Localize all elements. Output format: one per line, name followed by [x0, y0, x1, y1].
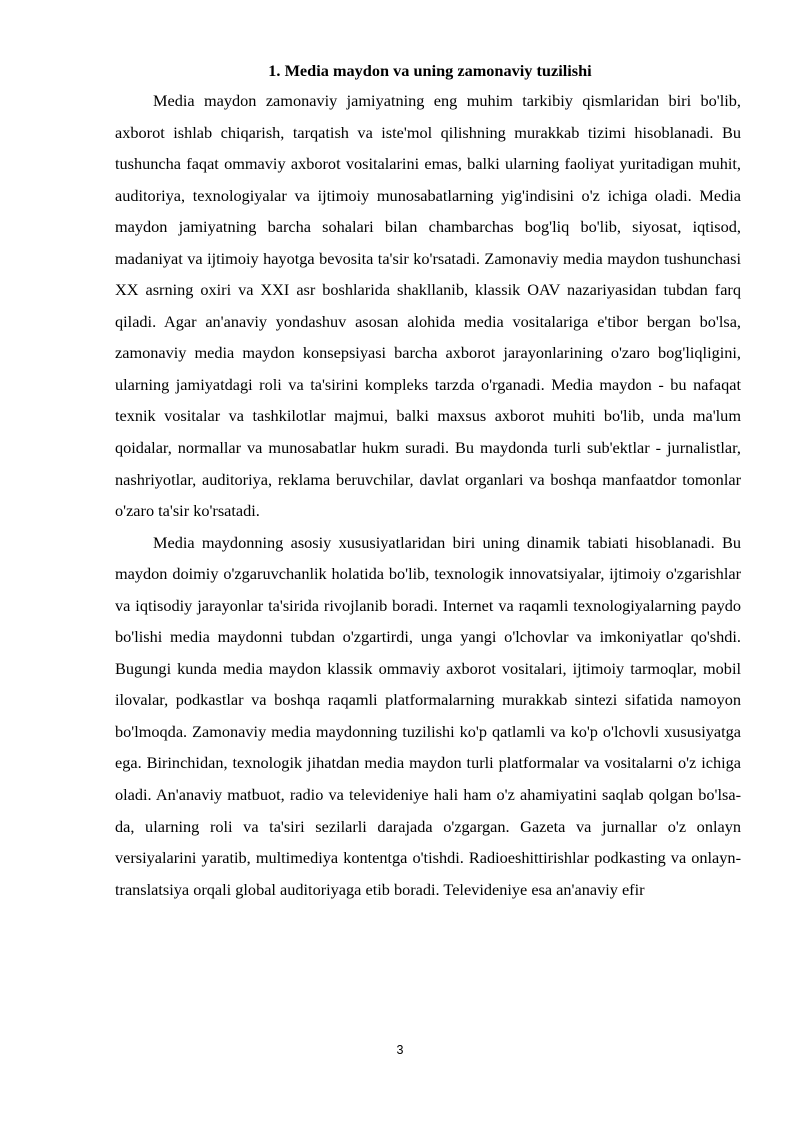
body-paragraph-1: Media maydon zamonaviy jamiyatning eng muhim tarkibiy qismlaridan biri bo'lib, axborot ishlab chiqarish, tarqatish va iste'mol qilishning murakkab tizimi hisoblanadi. Bu tushuncha faqat ommaviy axborot vositalarini emas, balki ularning faoliyat yuritadigan muhit, auditoriya, texnologiyalar va ijtimoiy munosabatlarning yig'indisini o'z ichiga oladi. Media maydon jamiyatning barcha sohalari bilan chambarchas bog'liq bo'lib, siyosat, iqtisod, madaniyat va ijtimoiy hayotga bevosita ta'sir ko'rsatadi. Zamonaviy media maydon tushunchasi XX asrning oxiri va XXI asr boshlarida shakllanib, klassik OAV nazariyasidan tubdan farq qiladi. Agar an'anaviy yondashuv asosan alohida media vositalariga e'tibor bergan bo'lsa, zamonaviy media maydon konsepsiyasi barcha axborot jarayonlarining o'zaro bog'liqligini, ularning jamiyatdagi roli va ta'sirini kompleks tarzda o'rganadi. Media maydon - bu nafaqat texnik vositalar va tashkilotlar majmui, balki maxsus axborot muhiti bo'lib, unda ma'lum qoidalar, normallar va munosabatlar hukm suradi. Bu maydonda turli sub'ektlar - jurnalistlar, nashriyotlar, auditoriya, reklama beruvchilar, davlat organlari va boshqa manfaatdor tomonlar o'zaro ta'sir ko'rsatadi.: [115, 91, 741, 521]
body-paragraph-2: Media maydonning asosiy xususiyatlaridan biri uning dinamik tabiati hisoblanadi. Bu maydon doimiy o'zgaruvchanlik holatida bo'lib, texnologik innovatsiyalar, ijtimoiy o'zgarishlar va iqtisodiy jarayonlar ta'sirida rivojlanib boradi. Internet va raqamli texnologiyalarning paydo bo'lishi media maydonni tubdan o'zgartirdi, unga yangi o'lchovlar va imkoniyatlar qo'shdi. Bugungi kunda media maydon klassik ommaviy axborot vositalari, ijtimoiy tarmoqlar, mobil ilovalar, podkastlar va boshqa raqamli platformalarning murakkab sintezi sifatida namoyon bo'lmoqda. Zamonaviy media maydonning tuzilishi ko'p qatlamli va ko'p o'lchovli xususiyatga ega. Birinchidan, texnologik jihatdan media maydon turli platformalar va vositalarni o'z ichiga oladi. An'anaviy matbuot, radio va televideniye hali ham o'z ahamiyatini saqlab qolgan bo'lsa-da, ularning roli va ta'siri sezilarli darajada o'zgargan. Gazeta va jurnallar o'z onlayn versiyalarini yaratib, multimediya kontentga o'tishdi. Radioeshittirishlar podkasting va onlayn-translatsiya orqali global auditoriyaga etib boradi. Televideniye esa an'anaviy efir: [115, 532, 741, 899]
document-page: [115, 56, 741, 905]
page-number: 3: [396, 1043, 404, 1057]
section-heading: 1. Media maydon va uning zamonaviy tuzilishi: [268, 61, 592, 80]
